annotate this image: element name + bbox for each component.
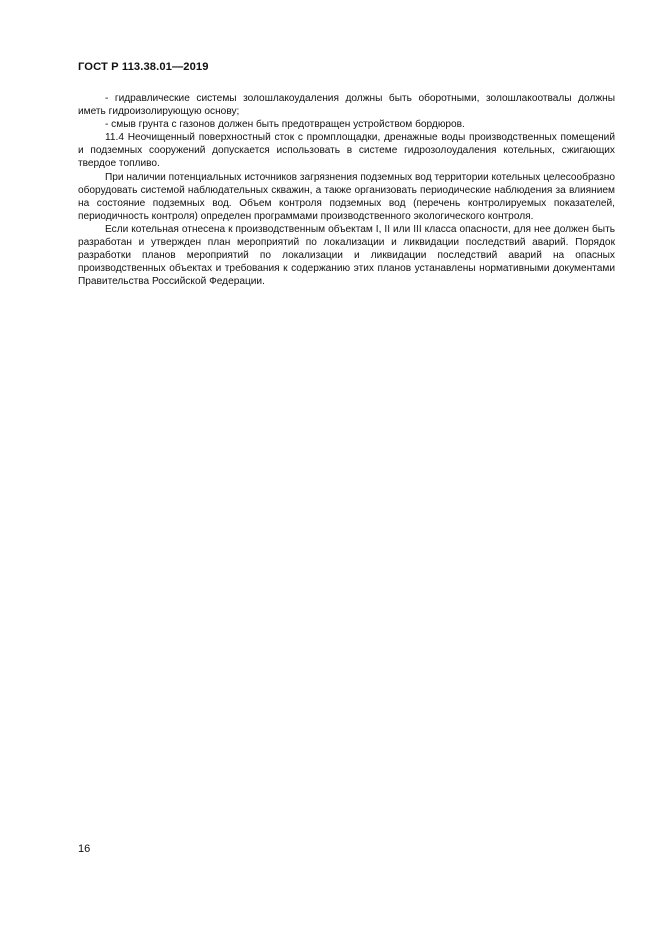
paragraph-lawn-runoff: - смыв грунта с газонов должен быть предотвращен устройством бордюров. — [105, 119, 465, 131]
paragraph-accident-plan: Если котельная отнесена к производственным объектам I, II или III класса опасности, для нее должен быть разработан и утвержден план мероприятий по локализации и ликвидации последствий аварий. Порядок разработки планов мероприятий по локализации и ликвидации последствий аварий на опасных производственных объектах и требования к содержанию этих планов устанавлены нормативными документами Правительства Российской Федерации. — [78, 223, 615, 288]
document-body — [78, 92, 615, 288]
paragraph-groundwater-monitoring: При наличии потенциальных источников загрязнения подземных вод территории котельных целесообразно оборудовать системой наблюдательных скважин, а также организовать периодические наблюдения за влиянием на состояние подземных вод. Объем контроля подземных вод (перечень контролируемых показателей, периодичность контроля) определен программами производственного экологического контроля. — [78, 171, 615, 222]
paragraph-section-11-4: 11.4 Неочищенный поверхностный сток с промплощадки, дренажные воды производственных помещений и подземных сооружений допускается использовать в системе гидрозолоудаления котельных, сжигающих твердое топливо. — [78, 132, 615, 170]
document-header: ГОСТ Р 113.38.01—2019 — [78, 61, 209, 73]
paragraph-hydraulic-systems: - гидравлические системы золошлакоудаления должны быть оборотными, золошлакоотвалы должны иметь гидроизолирующую основу; — [78, 93, 615, 118]
page-number: 16 — [78, 843, 91, 855]
